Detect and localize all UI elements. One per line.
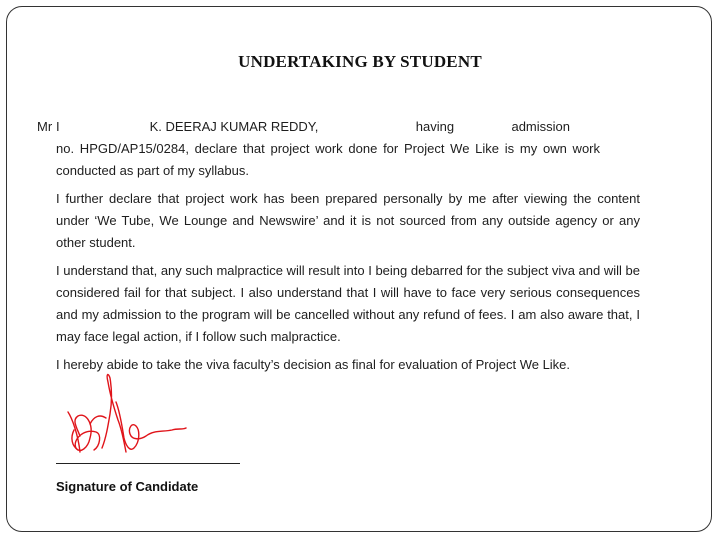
declaration-paragraph-3: I understand that, any such malpractice will result into I being debarred for the subject viva and will be considered fail for that subject. I also understand that I will have to face very serious consequences and my admission to the program will be cancelled without any refund of fees. I am also aware that, I may face legal action, if I follow such malpractice.: [56, 263, 640, 344]
title-mr: Mr: [37, 119, 53, 134]
signature-line: [56, 463, 240, 464]
pronoun-i: I: [56, 119, 60, 134]
handwritten-signature: [50, 368, 200, 464]
declaration-first-line: [37, 116, 640, 138]
declaration-paragraph-2: I further declare that project work has been prepared personally by me after viewing the content under ‘We Tube, We Lounge and Newswire’ and it is not sourced from any outside agency or any other student.: [56, 191, 640, 250]
document-title: UNDERTAKING BY STUDENT: [238, 52, 482, 71]
word-having: having: [415, 119, 455, 134]
document-body: [37, 116, 640, 382]
signature-label: Signature of Candidate: [56, 479, 199, 494]
word-admission: admission: [511, 119, 570, 134]
declaration-paragraph-4: I hereby abide to take the viva faculty’s decision as final for evaluation of Project We Like.: [56, 357, 571, 372]
declaration-paragraph-1: no. HPGD/AP15/0284, declare that project work done for Project We Like is my own work conducted as part of my syllabus.: [56, 141, 600, 178]
student-name: K. DEERAJ KUMAR REDDY,: [149, 119, 319, 134]
